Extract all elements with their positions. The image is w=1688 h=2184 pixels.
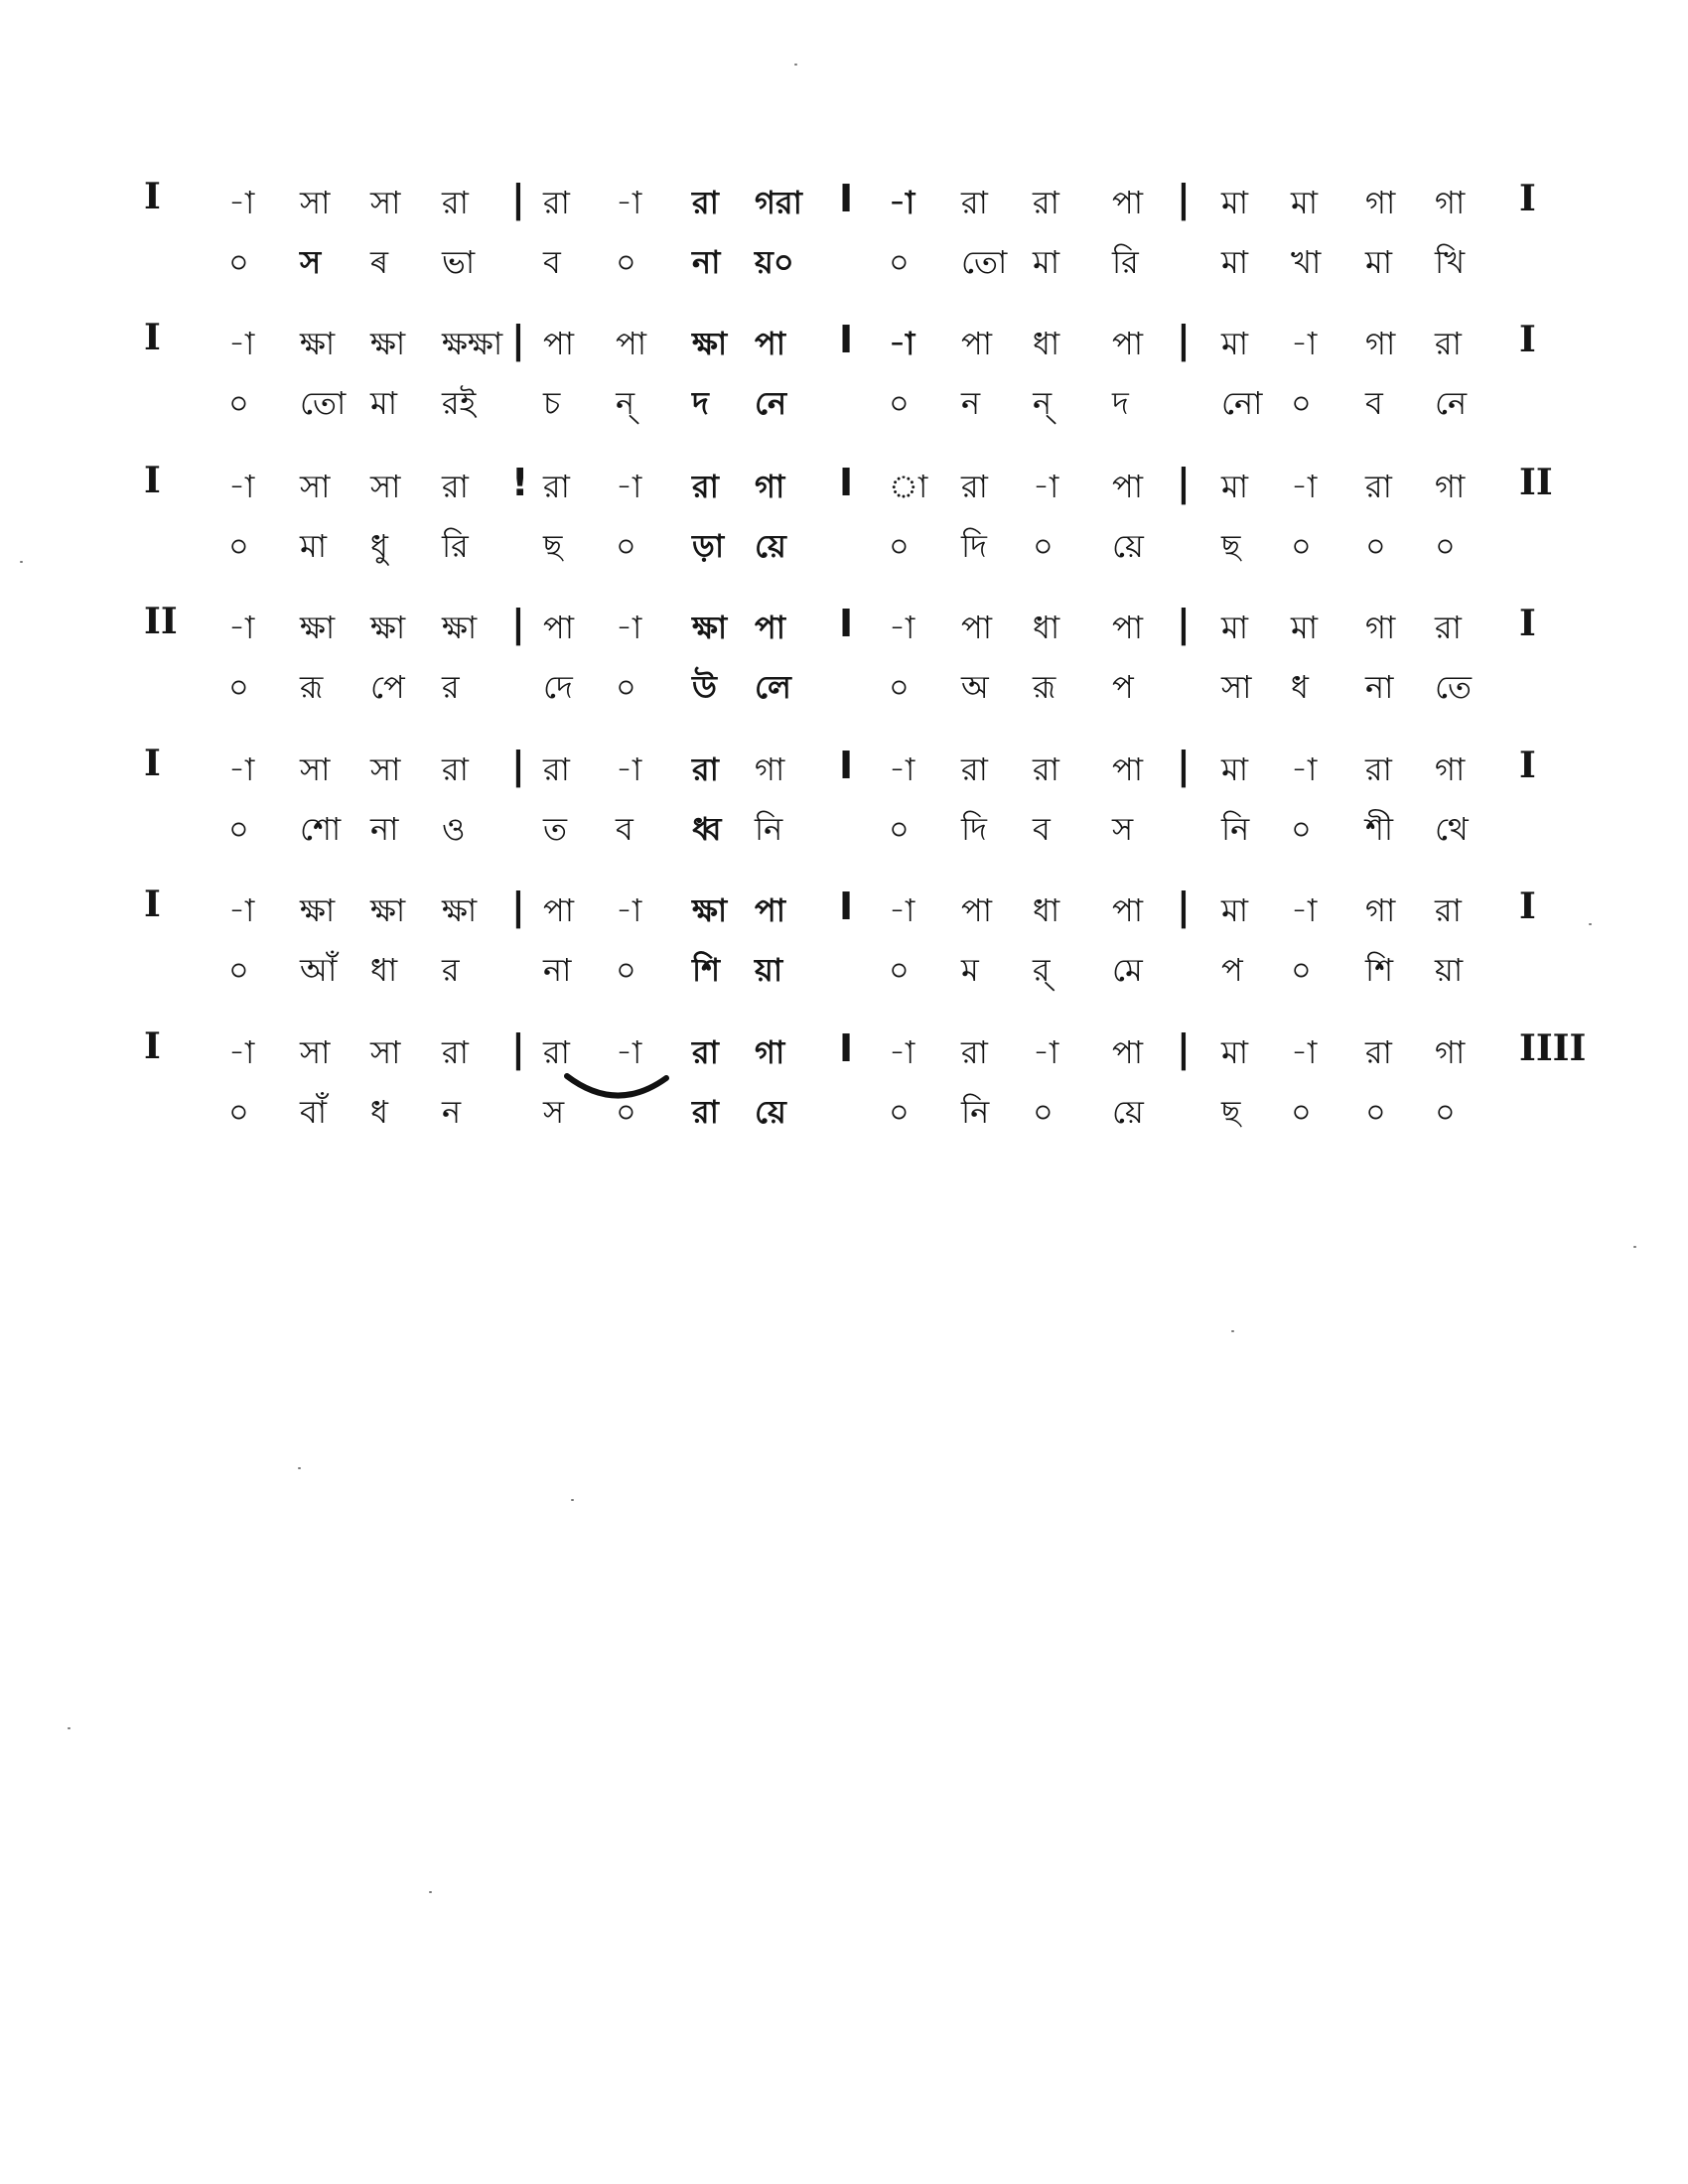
- swara-note: মা: [1221, 1033, 1249, 1071]
- lyric-syllable: চ: [543, 384, 561, 422]
- lyric-syllable: শী: [1365, 810, 1394, 848]
- lyric-syllable: ব: [1365, 384, 1383, 422]
- swara-note: ক্ষা: [692, 891, 728, 929]
- measure-divider: I: [839, 318, 854, 361]
- lyric-syllable: ছ: [1221, 1093, 1241, 1131]
- lyric-syllable: স: [1112, 810, 1134, 848]
- lyric-syllable: য়ে: [755, 1093, 786, 1131]
- lyric-syllable: র্: [1033, 951, 1051, 989]
- lyric-syllable: নি: [961, 1093, 990, 1131]
- swara-note: -া: [616, 891, 642, 929]
- swara-note: ক্ষক্ষা: [442, 325, 503, 362]
- swara-note: গা: [1365, 184, 1396, 221]
- lyric-syllable: রই: [442, 384, 477, 422]
- scan-speck: [298, 1467, 301, 1469]
- swara-note: মা: [1221, 468, 1249, 505]
- lyric-syllable: ব: [1033, 810, 1051, 848]
- lyric-syllable: আঁ: [300, 951, 338, 989]
- lyric-syllable: ০: [228, 1093, 249, 1131]
- scan-speck: [68, 1727, 70, 1729]
- swara-note: ধা: [1033, 891, 1060, 929]
- lyric-syllable: শি: [1365, 951, 1394, 989]
- swara-note: ক্ষা: [370, 891, 406, 929]
- swara-note: পা: [961, 609, 993, 646]
- lyric-syllable: ০: [1435, 1093, 1456, 1131]
- swara-note: রা: [692, 184, 719, 221]
- swara-note: ক্ষা: [370, 325, 406, 362]
- measure-divider: !: [511, 461, 529, 504]
- swara-note: মা: [1291, 184, 1319, 221]
- lyric-syllable: থে: [1435, 810, 1469, 848]
- measure-divider: I: [839, 744, 854, 787]
- swara-note: গা: [1435, 1033, 1466, 1071]
- swara-note: গা: [1435, 751, 1466, 788]
- lyric-syllable: নে: [755, 384, 787, 422]
- swara-note: সা: [300, 751, 331, 788]
- swara-note: রা: [961, 184, 988, 221]
- swara-note: পা: [1112, 751, 1144, 788]
- measure-divider: |: [511, 885, 525, 928]
- measure-divider: I: [839, 1026, 854, 1070]
- lyric-syllable: ব: [543, 243, 561, 281]
- lyric-syllable: তো: [300, 384, 347, 422]
- swara-note: -া: [616, 184, 642, 221]
- lyric-syllable: ন্: [1033, 384, 1053, 422]
- lyric-syllable: ০: [889, 243, 910, 281]
- swara-note: -া: [616, 751, 642, 788]
- swara-note: রা: [442, 184, 469, 221]
- swara-note: মা: [1221, 891, 1249, 929]
- swara-note: -া: [228, 891, 255, 929]
- swara-note: রা: [1365, 1033, 1392, 1071]
- lyric-syllable: র: [442, 668, 460, 706]
- swara-note: ক্ষা: [300, 609, 336, 646]
- swara-note: -া: [616, 1033, 642, 1071]
- swara-note: -া: [228, 184, 255, 221]
- swara-note: ক্ষা: [300, 325, 336, 362]
- swara-note: -া: [889, 891, 915, 929]
- swara-note: রা: [1365, 751, 1392, 788]
- lyric-syllable: র: [442, 951, 460, 989]
- end-bar-line: I: [1519, 319, 1536, 360]
- lyric-syllable: রি: [442, 527, 469, 565]
- lyric-syllable: য়ে: [1112, 1093, 1144, 1131]
- swara-note: মা: [1221, 751, 1249, 788]
- lyric-syllable: ন্: [616, 384, 635, 422]
- lyric-syllable: ভা: [442, 243, 476, 281]
- swara-note: রা: [961, 1033, 988, 1071]
- swara-note: ক্ষা: [442, 609, 478, 646]
- swara-note: -া: [889, 325, 915, 362]
- lyric-syllable: মে: [1112, 951, 1143, 989]
- swara-note: -া: [616, 609, 642, 646]
- lyric-syllable: ০: [1291, 384, 1312, 422]
- start-bar-line: I: [144, 743, 161, 784]
- end-bar-line: I: [1519, 886, 1536, 927]
- lyric-syllable: পে: [370, 668, 405, 706]
- swara-note: রা: [1435, 325, 1462, 362]
- lyric-syllable: ড়া: [692, 527, 725, 565]
- lyric-syllable: ছ: [543, 527, 563, 565]
- swara-note: গরা: [755, 184, 802, 221]
- swara-note: পা: [616, 325, 647, 362]
- measure-divider: |: [1177, 885, 1191, 928]
- lyric-syllable: তে: [1435, 668, 1472, 706]
- swara-note: পা: [543, 609, 575, 646]
- lyric-syllable: শি: [692, 951, 721, 989]
- swara-note: রা: [1435, 609, 1462, 646]
- lyric-syllable: লে: [755, 668, 791, 706]
- swara-note: মা: [1291, 609, 1319, 646]
- scan-speck: [1231, 1330, 1234, 1332]
- lyric-syllable: ০: [1033, 1093, 1054, 1131]
- lyric-syllable: রা: [692, 1093, 719, 1131]
- lyric-syllable: য়ে: [755, 527, 786, 565]
- swara-note: রা: [442, 1033, 469, 1071]
- measure-divider: |: [1177, 602, 1191, 645]
- swara-note: -া: [228, 1033, 255, 1071]
- measure-divider: |: [511, 318, 525, 361]
- lyric-syllable: মা: [1365, 243, 1393, 281]
- swara-note: রা: [543, 184, 570, 221]
- swara-note: গা: [755, 468, 785, 505]
- swara-note: -া: [889, 751, 915, 788]
- scan-speck: [794, 64, 797, 66]
- swara-note: সা: [370, 468, 401, 505]
- lyric-syllable: ৰ: [370, 243, 389, 281]
- swara-note: ক্ষা: [300, 891, 336, 929]
- lyric-syllable: ০: [1291, 951, 1312, 989]
- lyric-syllable: প: [1221, 951, 1243, 989]
- lyric-syllable: দি: [961, 810, 987, 848]
- swara-note: পা: [1112, 325, 1144, 362]
- measure-divider: |: [1177, 318, 1191, 361]
- swara-note: সা: [370, 184, 401, 221]
- swara-note: মা: [1221, 325, 1249, 362]
- measure-divider: |: [1177, 744, 1191, 787]
- swara-note: রা: [692, 751, 719, 788]
- swara-note: রা: [961, 468, 988, 505]
- lyric-syllable: মা: [300, 527, 328, 565]
- measure-divider: |: [511, 1026, 525, 1070]
- lyric-syllable: মা: [1221, 243, 1249, 281]
- lyric-syllable: ০: [616, 668, 636, 706]
- swara-note: ক্ষা: [370, 609, 406, 646]
- measure-divider: I: [839, 885, 854, 928]
- lyric-syllable: য়ে: [1112, 527, 1144, 565]
- lyric-syllable: ধ: [1291, 668, 1309, 706]
- end-bar-line: II: [1519, 462, 1553, 503]
- scan-speck: [1589, 923, 1592, 925]
- lyric-syllable: দি: [961, 527, 987, 565]
- swara-note: পা: [961, 891, 993, 929]
- swara-note: সা: [300, 1033, 331, 1071]
- swara-note: গা: [1435, 184, 1466, 221]
- lyric-syllable: ধ: [370, 1093, 388, 1131]
- swara-note: -া: [1033, 1033, 1059, 1071]
- end-bar-line: I: [1519, 178, 1536, 219]
- swara-note: গা: [755, 751, 785, 788]
- swara-note: -া: [889, 1033, 915, 1071]
- end-bar-line: I: [1519, 745, 1536, 786]
- swara-note: -া: [1291, 468, 1318, 505]
- lyric-syllable: স: [543, 1093, 565, 1131]
- swara-note: রা: [543, 1033, 570, 1071]
- swara-note: া: [889, 468, 928, 505]
- swara-note: -া: [1291, 325, 1318, 362]
- swara-note: রা: [692, 1033, 719, 1071]
- swara-note: রা: [442, 468, 469, 505]
- swara-note: গা: [1365, 891, 1396, 929]
- swara-note: -া: [1291, 1033, 1318, 1071]
- lyric-syllable: ০: [1033, 527, 1054, 565]
- lyric-syllable: ধ্ব: [692, 810, 722, 848]
- lyric-syllable: সা: [1221, 668, 1252, 706]
- lyric-syllable: ম: [961, 951, 979, 989]
- lyric-syllable: দে: [543, 668, 573, 706]
- lyric-syllable: রি: [1112, 243, 1139, 281]
- lyric-syllable: ০: [228, 810, 249, 848]
- lyric-syllable: য়া: [755, 951, 783, 989]
- lyric-syllable: ০: [1365, 527, 1386, 565]
- lyric-syllable: না: [543, 951, 572, 989]
- start-bar-line: I: [144, 460, 161, 501]
- lyric-syllable: বাঁ: [300, 1093, 328, 1131]
- swara-note: রা: [1435, 891, 1462, 929]
- swara-note: গা: [755, 1033, 785, 1071]
- swara-note: রা: [1365, 468, 1392, 505]
- lyric-syllable: ও: [442, 810, 466, 848]
- lyric-syllable: শো: [300, 810, 342, 848]
- slur-mark: [561, 1070, 680, 1110]
- lyric-syllable: দ: [1112, 384, 1129, 422]
- swara-note: পা: [1112, 891, 1144, 929]
- lyric-syllable: না: [1365, 668, 1394, 706]
- swara-note: -া: [889, 184, 915, 221]
- swara-note: -া: [889, 609, 915, 646]
- swara-note: পা: [1112, 184, 1144, 221]
- lyric-syllable: ০: [616, 1093, 636, 1131]
- swara-note: সা: [370, 1033, 401, 1071]
- swara-note: গা: [1435, 468, 1466, 505]
- lyric-syllable: ০: [1291, 810, 1312, 848]
- lyric-syllable: ০: [889, 527, 910, 565]
- swara-note: পা: [1112, 609, 1144, 646]
- swara-note: পা: [755, 325, 786, 362]
- swara-note: ধা: [1033, 609, 1060, 646]
- lyric-syllable: ০: [228, 951, 249, 989]
- lyric-syllable: য়০: [755, 243, 794, 281]
- lyric-syllable: খা: [1291, 243, 1322, 281]
- lyric-syllable: ০: [889, 668, 910, 706]
- swara-note: -া: [228, 468, 255, 505]
- swara-note: ক্ষা: [692, 325, 728, 362]
- swara-note: রা: [1033, 751, 1059, 788]
- lyric-syllable: ০: [228, 384, 249, 422]
- lyric-syllable: ০: [889, 384, 910, 422]
- swara-note: ধা: [1033, 325, 1060, 362]
- lyric-syllable: ০: [889, 810, 910, 848]
- lyric-syllable: অ: [961, 668, 989, 706]
- swara-note: সা: [370, 751, 401, 788]
- measure-divider: |: [511, 177, 525, 220]
- lyric-syllable: ব: [616, 810, 633, 848]
- swara-note: ক্ষা: [692, 609, 728, 646]
- lyric-syllable: খি: [1435, 243, 1466, 281]
- swara-note: -া: [228, 751, 255, 788]
- swara-note: রা: [1033, 184, 1059, 221]
- measure-divider: |: [511, 602, 525, 645]
- swara-note: -া: [1291, 891, 1318, 929]
- slur-curve: [567, 1076, 666, 1096]
- swara-note: মা: [1221, 184, 1249, 221]
- swara-note: রা: [543, 751, 570, 788]
- lyric-syllable: য়া: [1435, 951, 1464, 989]
- start-bar-line: I: [144, 1025, 161, 1067]
- lyric-syllable: নো: [1221, 384, 1263, 422]
- swara-note: পা: [543, 891, 575, 929]
- lyric-syllable: নি: [1221, 810, 1250, 848]
- swara-note: পা: [755, 609, 786, 646]
- lyric-syllable: ০: [1365, 1093, 1386, 1131]
- measure-divider: |: [1177, 461, 1191, 504]
- lyric-syllable: ০: [889, 1093, 910, 1131]
- lyric-syllable: প: [1112, 668, 1134, 706]
- swara-note: রা: [961, 751, 988, 788]
- scan-speck: [571, 1499, 574, 1501]
- swara-note: -া: [616, 468, 642, 505]
- swara-note: পা: [755, 891, 786, 929]
- lyric-syllable: মা: [370, 384, 398, 422]
- measure-divider: |: [511, 744, 525, 787]
- swara-note: -া: [1291, 751, 1318, 788]
- lyric-syllable: ০: [616, 527, 636, 565]
- lyric-syllable: ০: [1291, 527, 1312, 565]
- scan-speck: [20, 561, 23, 563]
- swara-note: গা: [1365, 325, 1396, 362]
- scan-speck: [1633, 1246, 1636, 1248]
- lyric-syllable: নে: [1435, 384, 1468, 422]
- lyric-syllable: ০: [228, 243, 249, 281]
- swara-note: পা: [1112, 1033, 1144, 1071]
- lyric-syllable: ০: [889, 951, 910, 989]
- swara-note: পা: [543, 325, 575, 362]
- measure-divider: |: [1177, 1026, 1191, 1070]
- swara-note: সা: [300, 468, 331, 505]
- end-bar-line: IIII: [1519, 1027, 1587, 1069]
- swara-note: পা: [961, 325, 993, 362]
- start-bar-line: I: [144, 317, 161, 358]
- lyric-syllable: ধু: [370, 527, 388, 565]
- lyric-syllable: না: [370, 810, 399, 848]
- lyric-syllable: উ: [692, 668, 717, 706]
- lyric-syllable: দ: [692, 384, 709, 422]
- swara-note: গা: [1365, 609, 1396, 646]
- swara-note: সা: [300, 184, 331, 221]
- swara-note: -া: [228, 609, 255, 646]
- swara-note: পা: [1112, 468, 1144, 505]
- lyric-syllable: ত: [543, 810, 568, 848]
- start-bar-line: I: [144, 176, 161, 217]
- swara-note: রা: [692, 468, 719, 505]
- scan-speck: [429, 1891, 432, 1893]
- lyric-syllable: ছ: [1221, 527, 1241, 565]
- lyric-syllable: না: [692, 243, 721, 281]
- end-bar-line: I: [1519, 603, 1536, 644]
- lyric-syllable: রূ: [1033, 668, 1056, 706]
- measure-divider: I: [839, 177, 854, 220]
- swara-note: মা: [1221, 609, 1249, 646]
- lyric-syllable: স: [300, 243, 322, 281]
- measure-divider: I: [839, 461, 854, 504]
- lyric-syllable: রূ: [300, 668, 324, 706]
- lyric-syllable: ধা: [370, 951, 398, 989]
- start-bar-line: I: [144, 884, 161, 925]
- measure-divider: I: [839, 602, 854, 645]
- lyric-syllable: ০: [228, 668, 249, 706]
- lyric-syllable: ০: [1291, 1093, 1312, 1131]
- lyric-syllable: ন: [442, 1093, 462, 1131]
- lyric-syllable: ০: [616, 243, 636, 281]
- swara-note: -া: [228, 325, 255, 362]
- start-bar-line: II: [144, 601, 178, 642]
- lyric-syllable: ন: [961, 384, 981, 422]
- swara-note: রা: [543, 468, 570, 505]
- swara-note: রা: [442, 751, 469, 788]
- lyric-syllable: তো: [961, 243, 1008, 281]
- lyric-syllable: ০: [1435, 527, 1456, 565]
- lyric-syllable: ০: [228, 527, 249, 565]
- lyric-syllable: নি: [755, 810, 783, 848]
- lyric-syllable: মা: [1033, 243, 1060, 281]
- measure-divider: |: [1177, 177, 1191, 220]
- swara-note: -া: [1033, 468, 1059, 505]
- swara-note: ক্ষা: [442, 891, 478, 929]
- lyric-syllable: ০: [616, 951, 636, 989]
